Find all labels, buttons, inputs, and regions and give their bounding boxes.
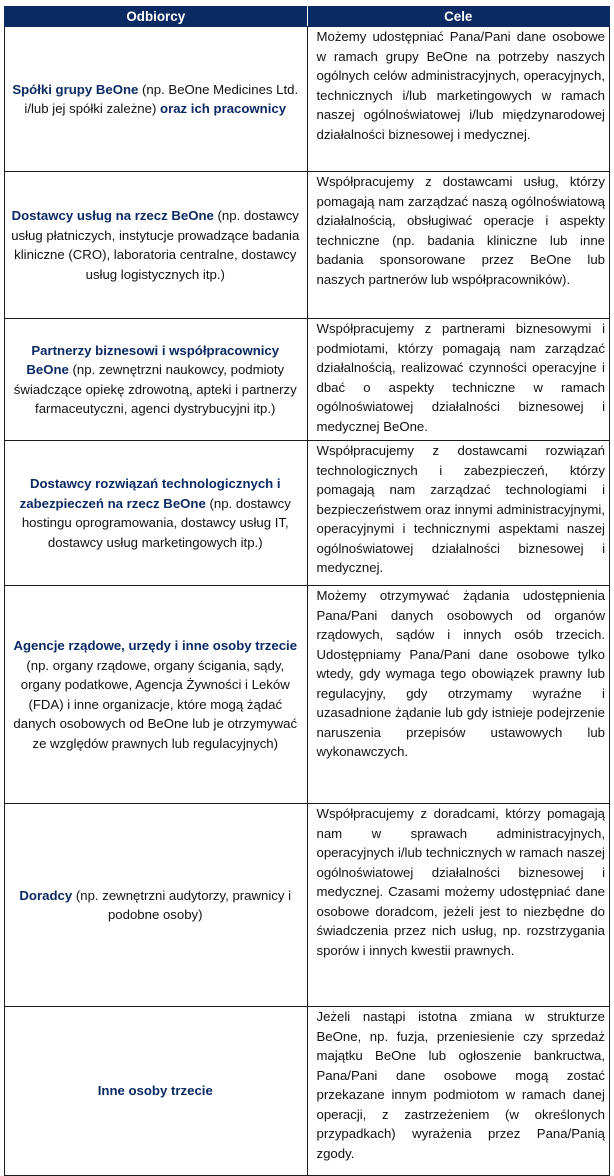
recipient-cell	[5, 319, 308, 441]
recipient-name: Spółki grupy BeOne	[12, 81, 139, 97]
table-row	[5, 1007, 610, 1176]
recipient-cell	[5, 172, 308, 319]
table-row	[5, 586, 610, 804]
recipient-name: Dostawcy usług na rzecz BeOne	[11, 208, 214, 223]
table-header-row	[5, 7, 610, 27]
table-row	[5, 319, 610, 441]
table-row	[5, 27, 610, 172]
recipient-description: (np. dostawcy hostingu oprogramowania, dostawcy usług IT, dostawcy usług marketingowych itp.)	[21, 495, 291, 550]
purpose-cell: Możemy otrzymywać żądania udostępnienia Pana/Pani danych osobowych od organów rządowych, sądów i innych osób trzecich. Udostępniamy Pana/Pani dane osobowe tylko wtedy, gdy wymaga tego obowiązek prawny lub regulacyjny, gdy otrzymamy wyraźne i uzasadnione żądanie lub gdy istnieje podejrzenie naruszenia przepisów ustawowych lub wykonawczych.	[307, 586, 610, 804]
recipients-table	[4, 6, 610, 1176]
table-row	[5, 804, 610, 1007]
purpose-cell: Współpracujemy z dostawcami usług, którzy pomagają nam zarządzać naszą ogólnoświatową działalnością, obsługiwać operacje i aspekty techniczne (np. badania kliniczne lub inne badania sponsorowane przez BeOne lub naszych partnerów lub współpracowników).	[307, 172, 610, 319]
purpose-cell: Jeżeli nastąpi istotna zmiana w strukturze BeOne, np. fuzja, przeniesienie czy sprzedaż majątku BeOne lub ogłoszenie bankructwa, Pana/Pani dane osobowe mogą zostać przekazane innym podmiotom w ramach danej operacji, z zastrzeżeniem (w określonych przypadkach) wyrażenia przez Pana/Panią zgody.	[307, 1007, 610, 1176]
recipient-name: Partnerzy biznesowi i współpracownicy BeOne	[26, 342, 280, 377]
recipient-description: (np. BeOne Medicines Ltd. i/lub jej spółki zależne)	[24, 81, 299, 116]
recipient-description: (np. zewnętrzni naukowcy, podmioty świadczące opiekę zdrowotną, apteki i partnerzy farmaceutyczni, agenci dystrybucyjni itp.)	[13, 362, 297, 416]
recipient-cell	[5, 586, 308, 804]
recipient-name: Agencje rządowe, urzędy i inne osoby trzecie	[13, 638, 298, 653]
recipient-name: Doradcy	[19, 887, 73, 903]
recipient-description: (np. dostawcy usług płatniczych, instytucje prowadzące badania kliniczne (CRO), laboratoria centralne, dostawcy usług logistycznych itp.)	[11, 208, 300, 282]
recipient-name-continued: oraz ich pracownicy	[160, 101, 287, 116]
recipients-column-header: Odbiorcy	[5, 7, 308, 27]
table-row	[5, 172, 610, 319]
table-row	[5, 441, 610, 586]
purpose-cell: Współpracujemy z dostawcami rozwiązań technologicznych i zabezpieczeń, którzy pomagają nam zarządzać technologiami i bezpieczeństwem oraz innymi administracyjnymi, operacyjnymi i technicznymi aspektami naszej ogólnoświatowej działalności biznesowej i medycznej.	[307, 441, 610, 586]
recipient-description: (np. organy rządowe, organy ścigania, sądy, organy podatkowe, Agencja Żywności i Leków (FDA) i inne organizacje, które mogą żądać danych osobowych od BeOne lub je otrzymywać ze względów prawnych lub regulacyjnych)	[13, 657, 298, 751]
recipient-cell	[5, 441, 308, 586]
recipient-name: Inne osoby trzecie	[97, 1083, 213, 1099]
purposes-column-header: Cele	[307, 7, 610, 27]
purpose-cell: Możemy udostępniać Pana/Pani dane osobowe w ramach grupy BeOne na potrzeby naszych ogólnych celów administracyjnych, operacyjnych, technicznych i/lub marketingowych w ramach naszej ogólnoświatowej i/lub międzynarodowej działalności biznesowej i medycznej.	[307, 27, 610, 172]
recipient-cell	[5, 1007, 308, 1176]
purpose-cell: Współpracujemy z partnerami biznesowymi i podmiotami, którzy pomagają nam zarządzać działalnością, realizować czynności operacyjne i dbać o aspekty techniczne w ramach ogólnoświatowej działalności biznesowej i medycznej BeOne.	[307, 319, 610, 441]
recipient-cell	[5, 27, 308, 172]
recipient-cell	[5, 804, 308, 1007]
recipient-description: (np. zewnętrzni audytorzy, prawnicy i podobne osoby)	[72, 887, 292, 922]
purpose-cell: Współpracujemy z doradcami, którzy pomagają nam w sprawach administracyjnych, operacyjnych i/lub technicznych w ramach naszej ogólnoświatowej działalności biznesowej i medycznej. Czasami możemy udostępniać dane osobowe doradcom, jeżeli jest to niezbędne do świadczenia przez nich usług, np. rozstrzygania sporów i innych kwestii prawnych.	[307, 804, 610, 1007]
recipient-name: Dostawcy rozwiązań technologicznych i zabezpieczeń na rzecz BeOne	[19, 476, 281, 511]
